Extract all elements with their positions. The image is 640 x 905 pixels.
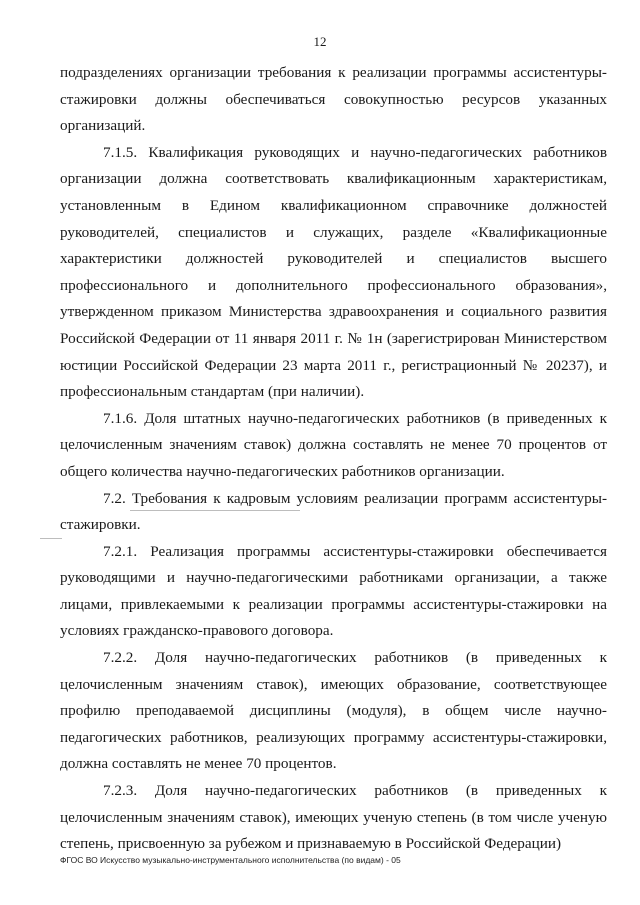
paragraph-7-1-6: 7.1.6. Доля штатных научно-педагогических работников (в приведенных к целочисленным значениям ставок) должна составлять не менее 70 процентов от общего количества научно-педагогических работников организации. [60, 409, 607, 480]
paragraph-7-1-5: 7.1.5. Квалификация руководящих и научно-педагогических работников организации должна соответствовать квалификационным характеристикам, установленным в Едином квалификационном справочнике должностей руководителей, специалистов и служащих, разделе «Квалификационные характеристики должностей руководителей и специалистов высшего профессионального и дополнительного профессионального образования», утвержденном приказом Министерства здравоохранения и социального развития Российской Федерации от 11 января 2011 г. № 1н (зарегистрирован Министерством юстиции Российской Федерации 23 марта 2011 г., регистрационный № 20237), и профессиональным стандартам (при наличии). [60, 143, 607, 401]
paragraph-continuation: подразделениях организации требования к реализации программы ассистентуры-стажировки должны обеспечиваться совокупностью ресурсов указанных организаций. [60, 64, 607, 135]
document-body [60, 60, 607, 858]
page-number: 12 [313, 34, 327, 49]
paragraph-7-2-3: 7.2.3. Доля научно-педагогических работников (в приведенных к целочисленным значениям ставок), имеющих ученую степень (в том числе ученую степень, присвоенную за рубежом и признаваемую в Российской Федерации) [60, 782, 607, 853]
scan-artifact-line [40, 538, 62, 539]
paragraph-7-2: 7.2. Требования к кадровым условиям реализации программ ассистентуры-стажировки. [60, 489, 607, 534]
document-footer: ФГОС ВО Искусство музыкально-инструментального исполнительства (по видам) - 05 [60, 855, 401, 865]
scan-artifact-line [130, 510, 300, 511]
paragraph-7-2-1: 7.2.1. Реализация программы ассистентуры-стажировки обеспечивается руководящими и научно-педагогическими работниками организации, а также лицами, привлекаемыми к реализации программы ассистентуры-стажировки на условиях гражданско-правового договора. [60, 542, 607, 640]
paragraph-7-2-2: 7.2.2. Доля научно-педагогических работников (в приведенных к целочисленным значениям ставок), имеющих образование, соответствующее профилю преподаваемой дисциплины (модуля), в общем числе научно-педагогических работников, реализующих программу ассистентуры-стажировки, должна составлять не менее 70 процентов. [60, 649, 607, 773]
